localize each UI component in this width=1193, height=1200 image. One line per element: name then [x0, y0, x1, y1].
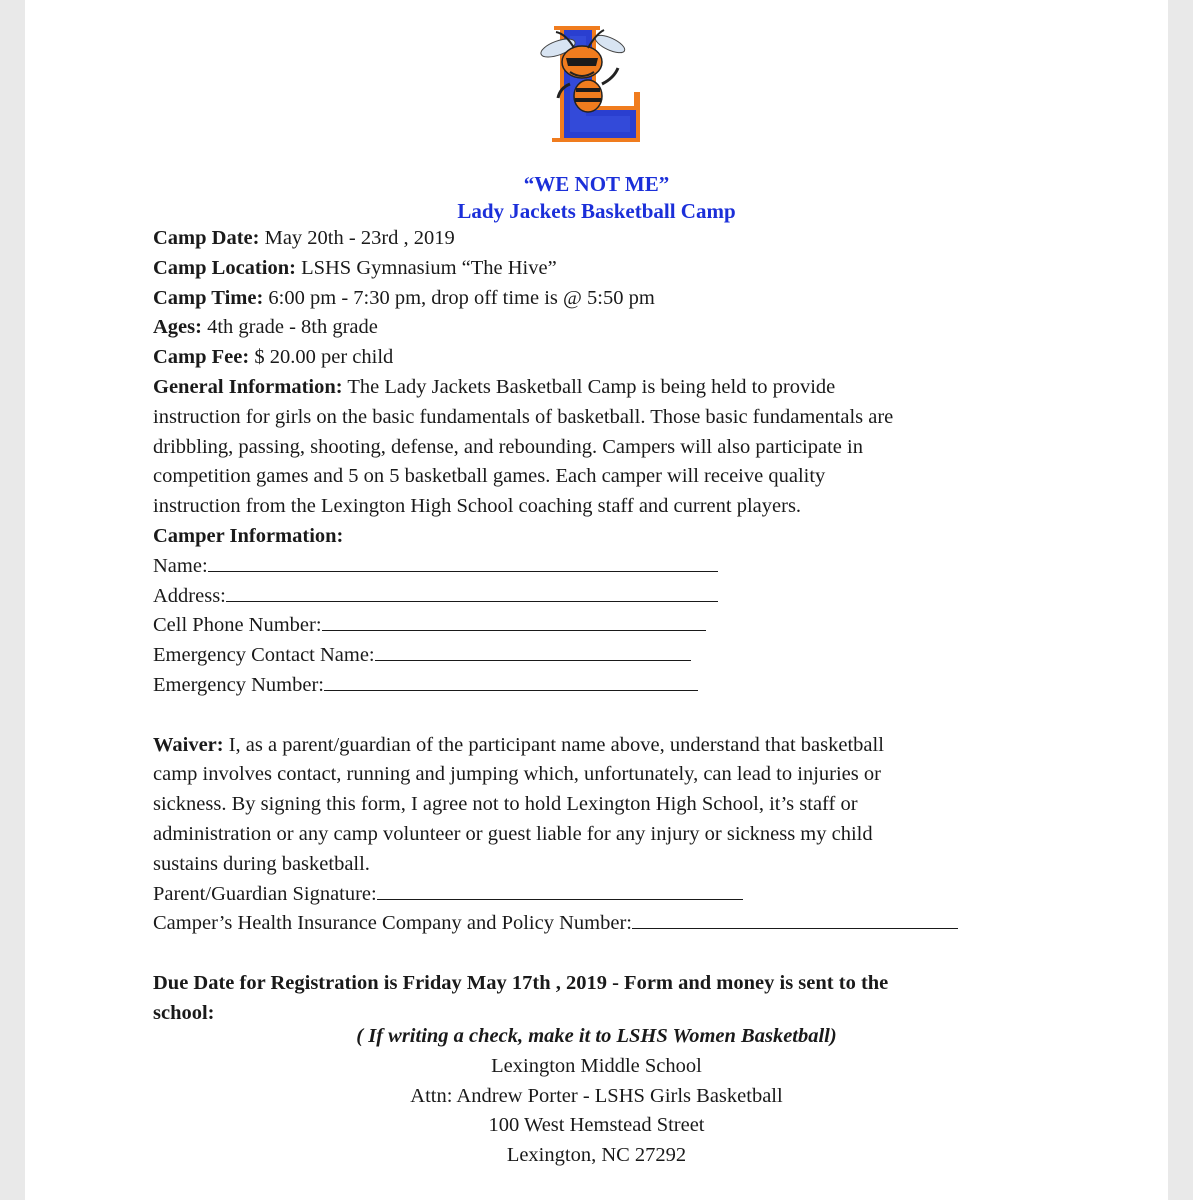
check-note: ( If writing a check, make it to LSHS Women Basketball)	[356, 1025, 837, 1047]
insurance-label: Camper’s Health Insurance Company and Policy Number:	[153, 912, 632, 935]
spacer	[153, 701, 1053, 731]
waiver-line-3: sickness. By signing this form, I agree not to hold Lexington High School, it’s staff or	[153, 793, 858, 816]
general-info-line-3: dribbling, passing, shooting, defense, and rebounding. Campers will also participate in	[153, 435, 863, 458]
cell-phone-field	[153, 611, 1053, 641]
camp-date	[153, 224, 1053, 254]
due-date-text-1: Due Date for Registration is Friday May 17th , 2019 - Form and money is sent to the	[153, 971, 889, 994]
camp-time-value: 6:00 pm - 7:30 pm, drop off time is @ 5:50 pm	[263, 286, 655, 309]
camp-ages	[153, 313, 1053, 343]
waiver-line-5: sustains during basketball.	[153, 852, 370, 875]
emergency-number-field	[153, 671, 1053, 701]
camp-ages-label: Ages:	[153, 316, 202, 339]
address-field	[153, 582, 1053, 612]
name-label: Name:	[153, 554, 208, 577]
mailing-attn: Attn: Andrew Porter - LSHS Girls Basketball	[410, 1084, 783, 1107]
waiver-line-1	[153, 731, 1053, 761]
waiver-line-2: camp involves contact, running and jumping which, unfortunately, can lead to injuries or	[153, 763, 881, 786]
signature-label: Parent/Guardian Signature:	[153, 882, 377, 905]
cell-phone-blank[interactable]	[322, 612, 706, 631]
insurance-field	[153, 909, 1053, 939]
emergency-contact-blank[interactable]	[375, 642, 691, 661]
yellow-jacket-logo-icon	[530, 18, 660, 148]
general-info-label: General Information:	[153, 375, 343, 398]
camp-time	[153, 284, 1053, 314]
camp-fee-value: $ 20.00 per child	[249, 346, 394, 369]
camp-date-label: Camp Date:	[153, 227, 260, 249]
camp-location-label: Camp Location:	[153, 256, 296, 279]
camp-date-value: May 20th - 23rd , 2019	[259, 227, 455, 249]
general-info-line-2: instruction for girls on the basic fundamentals of basketball. Those basic fundamentals are	[153, 405, 894, 428]
camper-info-heading	[153, 522, 1053, 552]
due-date-text-2: school:	[153, 1001, 215, 1024]
address-blank[interactable]	[226, 583, 718, 602]
mailing-street: 100 West Hemstead Street	[488, 1114, 705, 1137]
camp-ages-value: 4th grade - 8th grade	[201, 316, 378, 339]
general-info-line-4: competition games and 5 on 5 basketball games. Each camper will receive quality	[153, 465, 826, 488]
form-body	[153, 224, 1053, 1029]
waiver-label: Waiver:	[153, 733, 224, 756]
due-date-line-1	[153, 969, 1053, 999]
camp-fee-label: Camp Fee:	[153, 346, 250, 369]
signature-field	[153, 880, 1053, 910]
general-info-line-5: instruction from the Lexington High School coaching staff and current players.	[153, 495, 802, 518]
camp-title: Lady Jackets Basketball Camp	[457, 199, 736, 223]
name-blank[interactable]	[208, 553, 718, 572]
camp-fee	[153, 343, 1053, 373]
camper-info-heading-text: Camper Information:	[153, 524, 344, 547]
signature-blank[interactable]	[377, 881, 743, 900]
camp-location	[153, 254, 1053, 284]
emergency-number-label: Emergency Number:	[153, 673, 324, 696]
camp-time-label: Camp Time:	[153, 286, 264, 309]
motto: “WE NOT ME”	[523, 172, 670, 196]
waiver-text-1: I, as a parent/guardian of the participant name above, understand that basketball	[223, 733, 884, 756]
waiver-line-4: administration or any camp volunteer or guest liable for any injury or sickness my child	[153, 822, 873, 845]
cell-phone-label: Cell Phone Number:	[153, 614, 322, 637]
emergency-contact-label: Emergency Contact Name:	[153, 644, 375, 667]
mailing-city: Lexington, NC 27292	[506, 1144, 687, 1167]
mailing-recipient: Lexington Middle School	[491, 1054, 702, 1077]
spacer	[153, 939, 1053, 969]
insurance-blank[interactable]	[632, 910, 958, 929]
general-info-text-1: The Lady Jackets Basketball Camp is being held to provide	[342, 375, 836, 398]
address-label: Address:	[153, 584, 226, 607]
name-field	[153, 552, 1053, 582]
emergency-contact-field	[153, 641, 1053, 671]
emergency-number-blank[interactable]	[324, 672, 698, 691]
camp-location-value: LSHS Gymnasium “The Hive”	[295, 256, 557, 279]
general-info-line-1	[153, 373, 1053, 403]
mailing-block	[0, 1022, 1193, 1171]
